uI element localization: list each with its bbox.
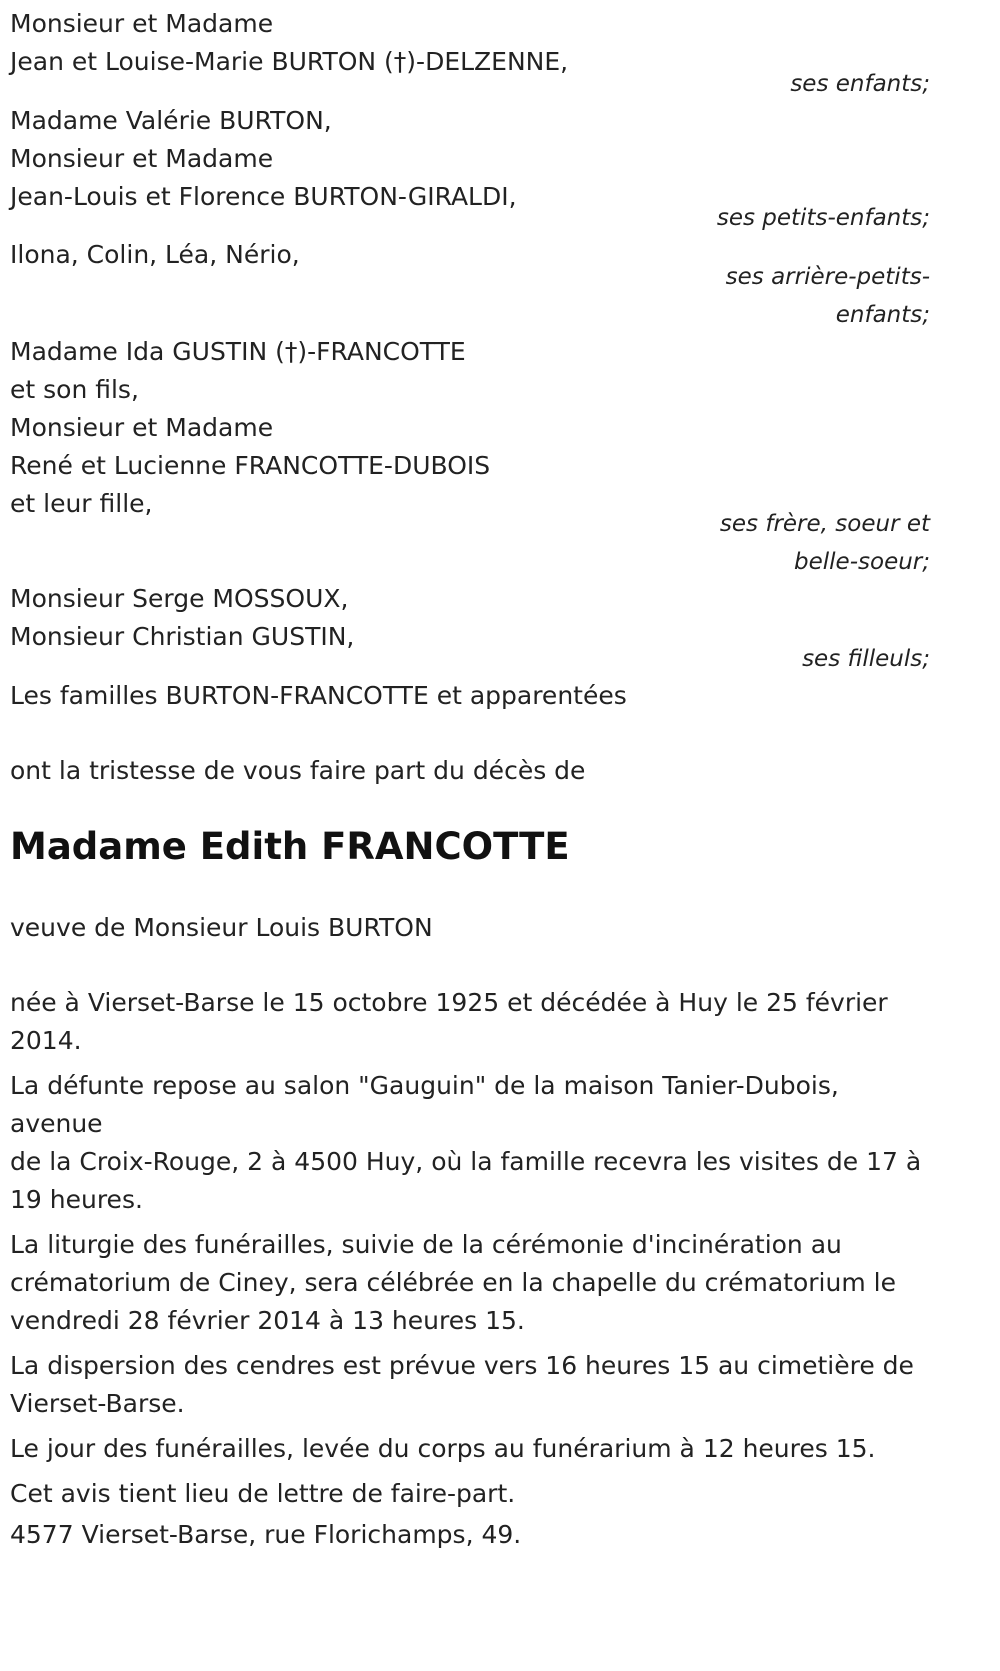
notice-paragraph: Cet avis tient lieu de lettre de faire-part. [10,1479,516,1508]
address-text: 4577 Vierset-Barse, rue Florichamps, 49. [10,1520,522,1549]
details-section [10,984,930,1520]
liturgy-paragraph [10,1226,930,1340]
paragraph-line: 19 heures. [10,1185,143,1214]
widow-of-text: veuve de Monsieur Louis BURTON [10,913,433,942]
paragraph-line: crématorium de Ciney, sera célébrée en la chapelle du crématorium le [10,1268,896,1297]
announcement-text: ont la tristesse de vous faire part du décès de [10,756,586,785]
family-line: Monsieur Serge MOSSOUX, [10,584,349,613]
relation-label-line: enfants; [835,302,930,328]
paragraph-line: de la Croix-Rouge, 2 à 4500 Huy, où la famille recevra les visites de 17 à [10,1147,922,1176]
family-line: Monsieur et Madame [10,144,274,173]
paragraph-line: 2014. [10,1026,82,1055]
relation-label-children: ses enfants; [790,71,930,97]
family-line: Madame Valérie BURTON, [10,106,332,135]
family-line: Jean et Louise-Marie BURTON (†)-DELZENNE, [10,47,569,76]
deceased-name: Madame Edith FRANCOTTE [10,825,570,868]
family-block-siblings [10,333,490,523]
relation-label-godchildren: ses filleuls; [802,646,930,672]
ashes-paragraph [10,1347,930,1423]
paragraph-line: La dispersion des cendres est prévue vers 16 heures 15 au cimetière de [10,1351,914,1380]
body-removal-paragraph: Le jour des funérailles, levée du corps au funérarium à 12 heures 15. [10,1434,876,1463]
paragraph-line: Vierset-Barse. [10,1389,185,1418]
birth-death-paragraph [10,984,930,1060]
rest-paragraph [10,1067,930,1219]
family-line: René et Lucienne FRANCOTTE-DUBOIS [10,451,491,480]
paragraph-line: vendredi 28 février 2014 à 13 heures 15. [10,1306,525,1335]
family-line: Monsieur Christian GUSTIN, [10,622,355,651]
relation-label-line: ses arrière-petits- [725,264,930,290]
family-line: Madame Ida GUSTIN (†)-FRANCOTTE [10,337,466,366]
family-line: Monsieur et Madame [10,9,274,38]
families-line: Les familles BURTON-FRANCOTTE et apparentées [10,681,627,710]
relation-label-siblings [10,505,930,581]
relation-label-grandchildren: ses petits-enfants; [716,205,930,231]
family-line: Jean-Louis et Florence BURTON-GIRALDI, [10,182,517,211]
paragraph-line: née à Vierset-Barse le 15 octobre 1925 et décédée à Huy le 25 février [10,988,888,1017]
family-line: Monsieur et Madame [10,413,274,442]
family-line: Ilona, Colin, Léa, Nério, [10,240,300,269]
paragraph-line: La défunte repose au salon "Gauguin" de la maison Tanier-Dubois, avenue [10,1071,839,1138]
relation-label-line: belle-soeur; [794,549,930,575]
relation-label-great-grandchildren [10,258,930,334]
family-line: et son fils, [10,375,139,404]
paragraph-line: La liturgie des funérailles, suivie de la cérémonie d'incinération au [10,1230,842,1259]
family-line: et leur fille, [10,489,153,518]
relation-label-line: ses frère, soeur et [719,511,930,537]
